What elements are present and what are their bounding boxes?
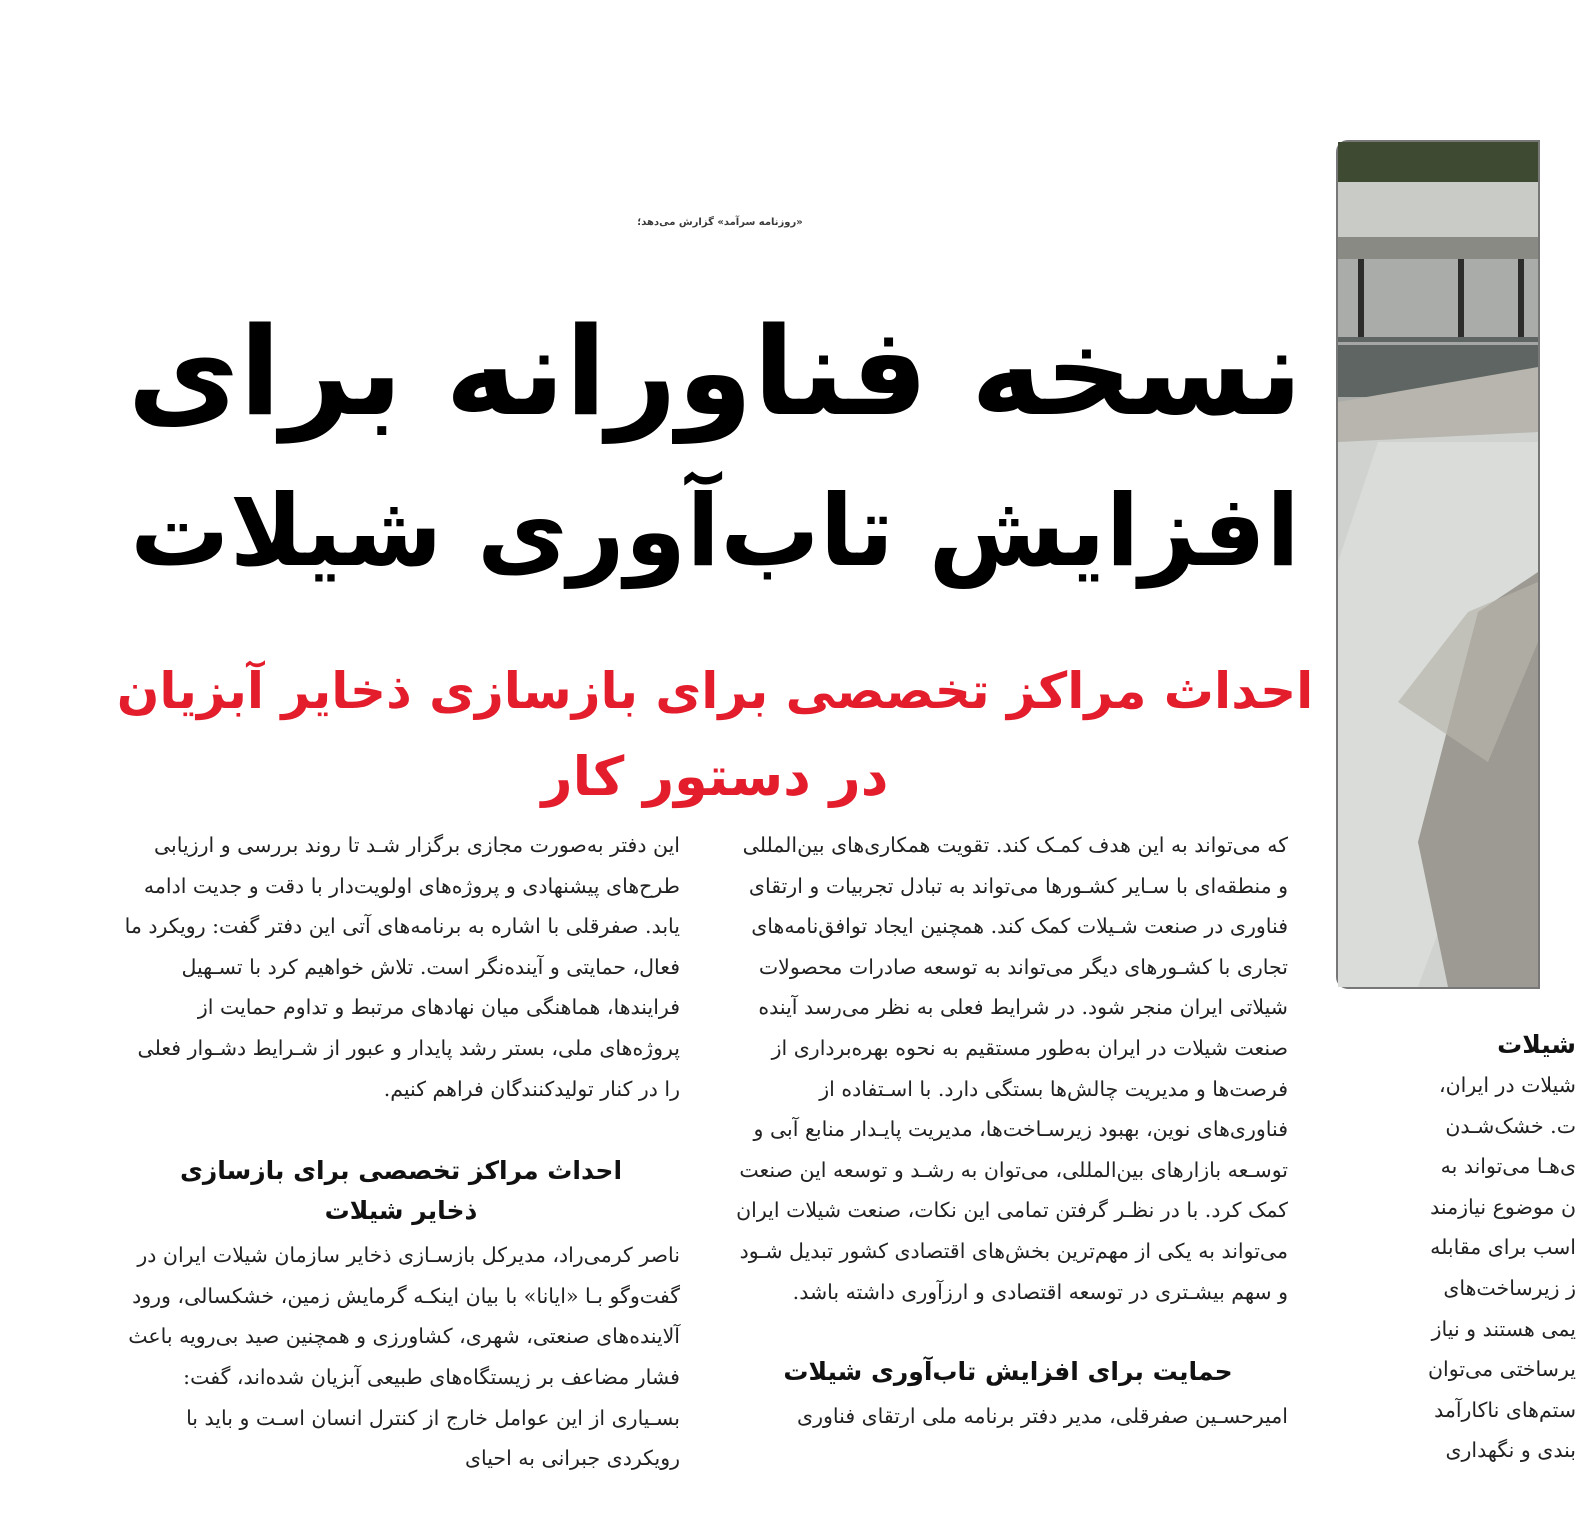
right-line: اسب برای مقابله (1430, 1235, 1576, 1260)
right-line: شیلات در ایران، (1438, 1073, 1576, 1097)
subheadline (110, 648, 1320, 820)
right-line: یرساختی می‌توان (1427, 1357, 1576, 1382)
right-line: بندی و نگهداری (1445, 1438, 1576, 1463)
subheadline-line-2: در دستور کار (541, 745, 889, 808)
right-line: ی‌هـا می‌تواند به (1440, 1154, 1576, 1179)
headline (120, 292, 1310, 612)
article-column-right (1336, 1025, 1576, 1471)
right-line: ن موضوع نیازمند (1430, 1194, 1576, 1219)
left-section-title-line-1: احداث مراکز تخصصی برای بازسازی (179, 1156, 623, 1186)
headline-line-1: نسخه فناورانه برای (127, 301, 1303, 443)
headline-line-2: افزایش تاب‌آوری شیلات (130, 474, 1300, 589)
subheadline-line-1: احداث مراکز تخصصی برای بازسازی ذخایر آبزیان (116, 662, 1314, 720)
right-line: ستم‌های ناکارآمد (1434, 1397, 1576, 1422)
left-paragraph-2: ناصر کرمی‌راد، مدیرکل بازسـازی ذخایر سازمان شیلات ایران در گفت‌وگو بـا «ایانا» با بیان اینکـه گرمایش زمین، خشکسالی، ورود آلاینده‌های صنعتی، شهری، کشاورزی و همچنین صید بی‌رویه باعث فشار مضاعف بر زیستگاه‌های طبیعی آبزیان شده‌اند، گفت: بسـیاری از این عوامل خارج از کنترل انسان اسـت و باید با رویکردی جبرانی به احیای (128, 1243, 680, 1471)
right-line: ز زیرساخت‌های (1443, 1275, 1576, 1300)
right-line: ت. خشک‌شـدن (1445, 1113, 1576, 1138)
article-column-middle (728, 825, 1288, 1437)
middle-section-title: حمایت برای افزایش تاب‌آوری شیلات (783, 1357, 1233, 1387)
article-column-left (122, 825, 680, 1479)
right-line: یمی هستند و نیاز (1431, 1316, 1576, 1341)
kicker-line: «روزنامه‌ سرآمد» گزارش می‌دهد؛ (637, 217, 803, 228)
right-section-title: شیلات (1497, 1030, 1576, 1059)
middle-paragraph-2: امیرحسـین صفرقلی، مدیر دفتر برنامه ملی ارتقای فناوری (797, 1404, 1288, 1429)
left-section-title (122, 1151, 680, 1231)
fish-farm-pond-photo (1336, 140, 1540, 989)
left-section-title-line-2: ذخایر شیلات (324, 1196, 478, 1226)
middle-paragraph-1: که می‌تواند به این هدف کمـک کند. تقویت همکاری‌های بین‌المللی و منطقه‌ای با سـایر کشـورها می‌تواند به تبادل تجربیات و ارتقای فناوری در صنعت شـیلات کمک کند. همچنین ایجاد توافق‌نامه‌های تجاری با کشـورهای دیگر می‌تواند به توسعه صادرات محصولات شیلاتی ایران منجر شود. در شرایط فعلی به نظر می‌رسد آینده صنعت شیلات در ایران به‌طور مستقیم به نحوه بهره‌برداری از فرصت‌ها و مدیریت چالش‌ها بستگی دارد. با اسـتفاده از فناوری‌های نوین، بهبود زیرسـاخت‌ها، مدیریت پایـدار منابع آبی و توسـعه بازارهای بین‌المللی، می‌توان به رشـد و توسعه این صنعت کمک کرد. با در نظـر گرفتن تمامی این نکات، صنعت شیلات ایران می‌تواند به یکی از مهم‌ترین بخش‌های اقتصادی کشور تبدیل شـود و سهم بیشـتری در توسعه اقتصادی و ارزآوری داشته باشد. (736, 833, 1288, 1304)
left-paragraph-1: این دفتر به‌صورت مجازی برگزار شـد تا روند بررسی و ارزیابی طرح‌های پیشنهادی و پروژه‌های اولویت‌دار با دقت و جدیت ادامه یابد. صفرقلی با اشاره به برنامه‌های آتی این دفتر گفت: رویکرد ما فعال، حمایتی و آینده‌نگر است. تلاش خواهیم کرد با تسـهیل فرایندها، هماهنگی میان نهادهای مرتبط و تداوم حمایت از پروژه‌های ملی، بستر رشد پایدار و عبور از شـرایط دشـوار فعلی را در کنار تولیدکنندگان فراهم کنیم. (124, 833, 680, 1101)
photo-illustration (1338, 142, 1538, 987)
